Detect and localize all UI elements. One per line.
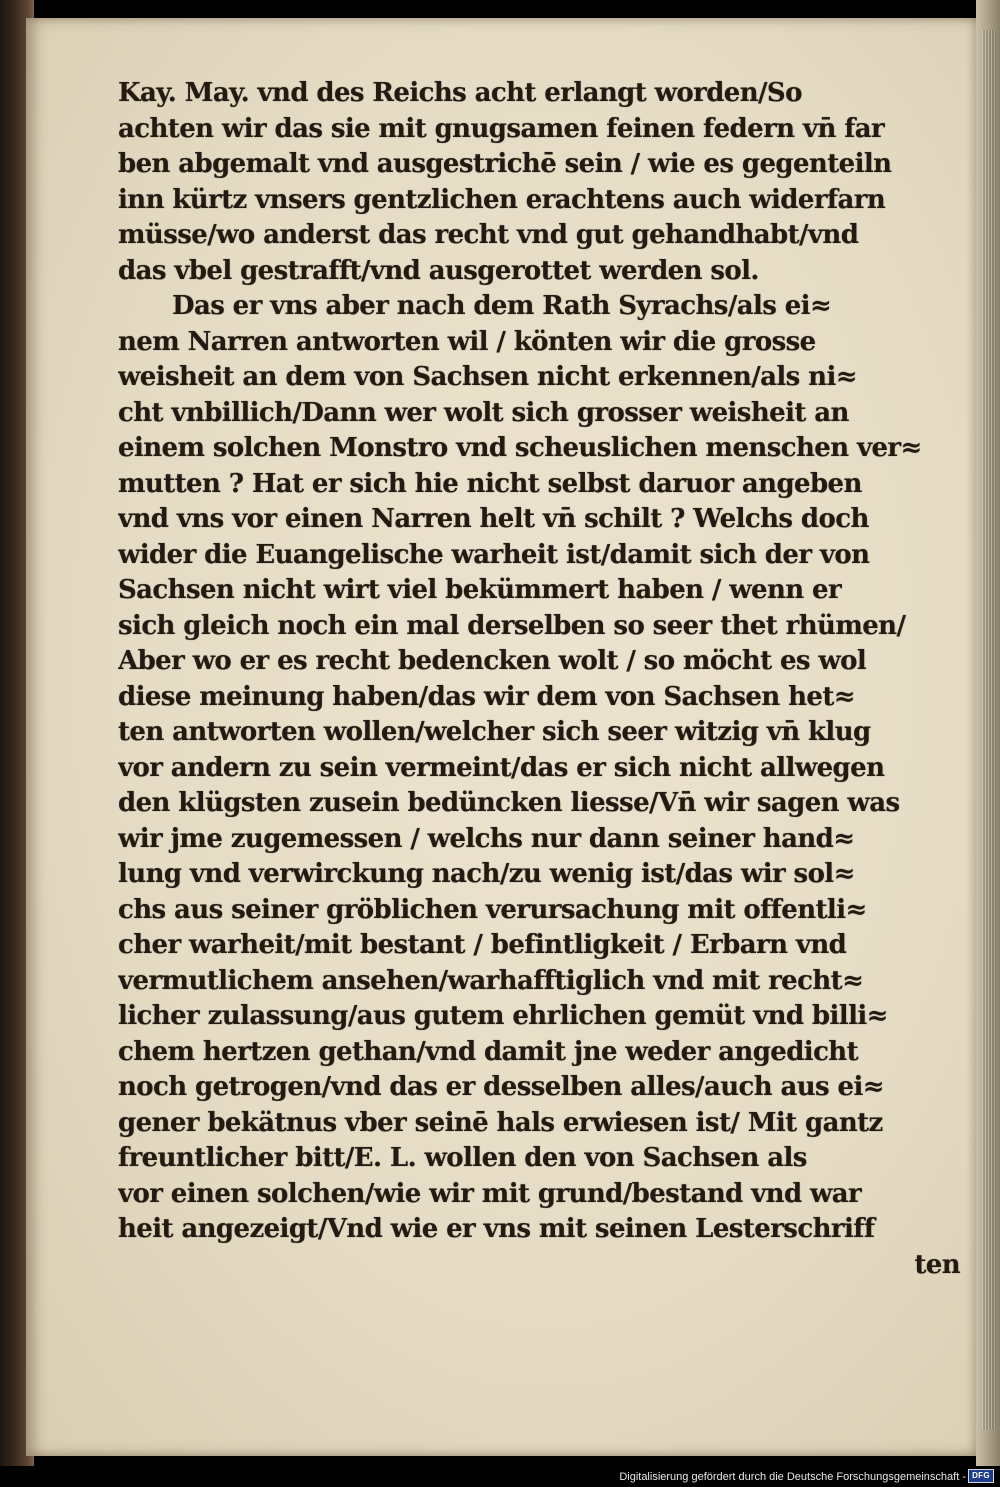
text-line: vermutlichem ansehen/warhafftiglich vnd mit recht≈ [118,965,864,996]
text-line: wir jme zugemessen / welchs nur dann seiner hand≈ [118,823,855,854]
text-line: inn kürtz vnsers gentzlichen erachtens auch widerfarn [118,184,886,215]
text-line: vor einen solchen/wie wir mit grund/bestand vnd war [118,1178,862,1209]
paragraph-start-line: Das er vns aber nach dem Rath Syrachs/als ei≈ [172,291,832,321]
text-line: freuntlicher bitt/E. L. wollen den von Sachsen als [118,1143,807,1173]
text-line: cher warheit/mit bestant / befintligkeit / Erbarn vnd [118,930,847,960]
text-line: weisheit an dem von Sachsen nicht erkennen/als ni≈ [118,362,857,392]
page-edge-stripes [982,30,996,1430]
text-line: Sachsen nicht wirt viel bekümmert haben / wenn er [118,575,842,605]
text-line: wider die Euangelische warheit ist/damit sich der von [118,539,870,570]
text-line: nem Narren antworten wil / könten wir die grosse [118,326,816,357]
dfg-logo-icon: DFG [968,1469,994,1483]
text-line: vor andern zu sein vermeint/das er sich nicht allwegen [118,752,885,783]
text-line: cht vnbillich/Dann wer wolt sich grosser weisheit an [118,397,849,428]
text-line: gener bekätnus vber seinē hals erwiesen ist/ Mit gantz [118,1107,883,1138]
text-line: lung vnd verwirckung nach/zu wenig ist/das wir sol≈ [118,859,855,889]
text-line: sich gleich noch ein mal derselben so seer thet rhümen/ [118,610,906,641]
text-line: das vbel gestrafft/vnd ausgerottet werden sol. [118,255,759,286]
text-line: mutten ? Hat er sich hie nicht selbst daruor angeben [118,468,862,499]
catchword: ten [914,1249,960,1280]
footer-bar [0,1466,1000,1487]
text-line: Kay. May. vnd des Reichs acht erlangt worden/So [118,78,802,108]
text-line: heit angezeigt/Vnd wie er vns mit seinen Lesterschriff [118,1214,875,1244]
text-line: ben abgemalt vnd ausgestrichē sein / wie es gegenteiln [118,149,892,179]
text-line: chem hertzen gethan/vnd damit jne weder angedicht [118,1036,859,1067]
text-line: vnd vns vor einen Narren helt vn̄ schilt ? Welchs doch [118,504,869,534]
text-line: achten wir das sie mit gnugsamen feinen federn vn̄ far [118,113,885,144]
text-line: einem solchen Monstro vnd scheuslichen menschen ver≈ [118,433,922,463]
text-line: ten antworten wollen/welcher sich seer witzig vn̄ klug [118,717,871,747]
page-text-block [118,76,974,1283]
text-line: chs aus seiner gröblichen verursachung mit offentli≈ [118,894,867,925]
text-line: noch getrogen/vnd das er desselben alles/auch aus ei≈ [118,1072,884,1102]
text-line: den klügsten zusein bedüncken liesse/Vn̄ wir sagen was [118,788,900,818]
digitization-credit: Digitalisierung gefördert durch die Deutsche Forschungsgemeinschaft - [619,1471,966,1483]
page-fore-edge [976,0,1000,1466]
text-line: müsse/wo anderst das recht vnd gut gehandhabt/vnd [118,220,859,250]
text-line: diese meinung haben/das wir dem von Sachsen het≈ [118,681,855,712]
text-line: Aber wo er es recht bedencken wolt / so möcht es wol [118,646,867,676]
text-line: licher zulassung/aus gutem ehrlichen gemüt vnd billi≈ [118,1001,888,1031]
